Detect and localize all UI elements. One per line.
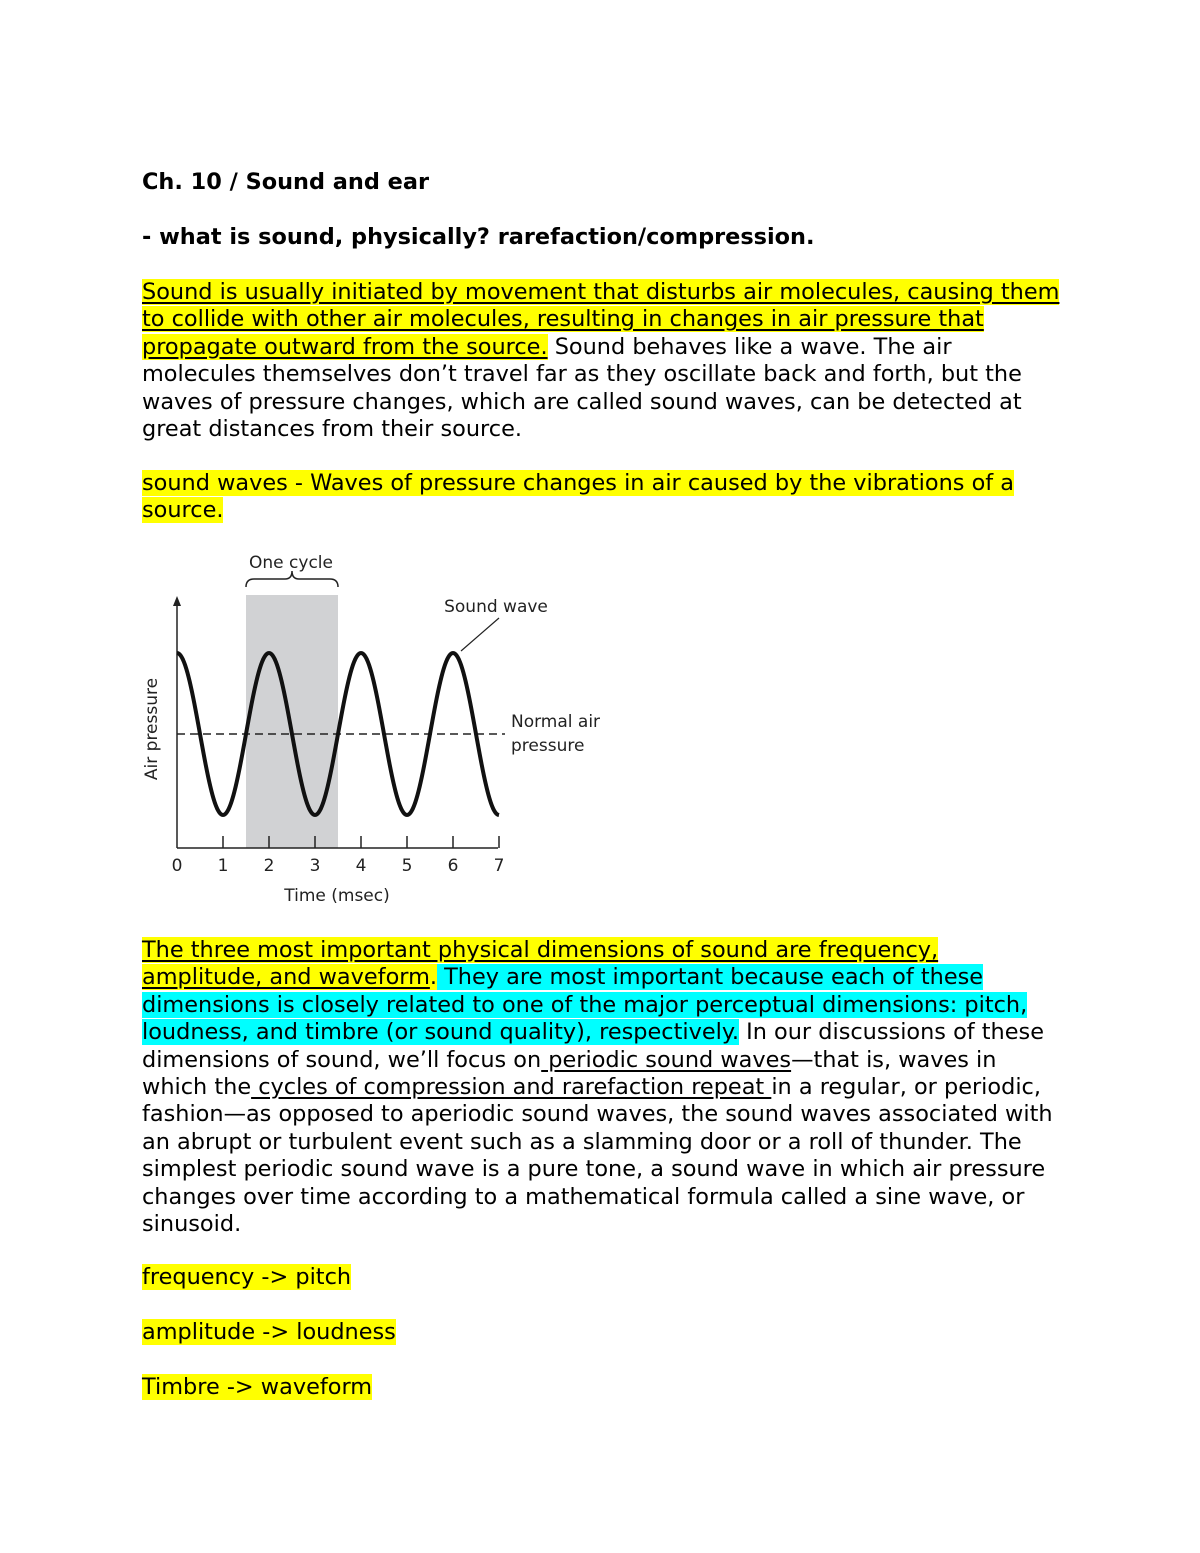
sound-wave-figure (130, 540, 620, 915)
x-tick-label-5: 5 (401, 856, 413, 876)
x-axis-label: Time (msec) (284, 886, 390, 906)
normal-pressure-label-line1: Normal air (511, 712, 601, 732)
highlighted-sentence: Sound is usually initiated by movement that disturbs air molecules, causing them to collide with other air molecules, resulting in changes in air pressure that propagate outward from the source. (142, 279, 1060, 360)
x-tick-label-2: 2 (263, 856, 275, 876)
x-tick-label-1: 1 (217, 856, 229, 876)
y-axis-arrow (173, 596, 181, 606)
x-tick-label-3: 3 (309, 856, 321, 876)
perceptual-dimensions-highlight: They are most important because each of these dimensions is closely related to one of the major perceptual dimensions: pitch, loudness, and timbre (or sound quality), respectively. (142, 964, 1028, 1046)
cycle-band (246, 595, 338, 848)
x-tick-label-7: 7 (493, 856, 505, 876)
x-tick-label-4: 4 (355, 856, 367, 876)
cycle-brace (246, 571, 338, 587)
definition-paragraph (142, 470, 1062, 525)
cycles-repeat-term: cycles of compression and rarefaction repeat (251, 1074, 772, 1101)
x-tick-label-6: 6 (447, 856, 459, 876)
intro-paragraph (142, 279, 1062, 443)
periodic-sound-waves-term: periodic sound waves (541, 1046, 792, 1073)
dimensions-paragraph (142, 937, 1062, 1238)
normal-pressure-label-line2: pressure (511, 736, 585, 756)
dimensions-period: . (429, 964, 438, 991)
sound-wave-label: Sound wave (444, 597, 548, 617)
x-tick-label-0: 0 (171, 856, 183, 876)
paragraph-text: Sound behaves like a wave. The air molecules themselves don’t travel far as they oscillate back and forth, but the waves of pressure changes, which are called sound waves, can be detected at great distances from their source. (142, 333, 1022, 443)
y-axis-label: Air pressure (142, 677, 162, 781)
cycle-label: One cycle (249, 553, 333, 573)
paragraph-text-3: in a regular, or periodic, fashion—as opposed to aperiodic sound waves, the sound waves associated with an abrupt or turbulent event such as a slamming door or a roll of thunder. The simplest periodic sound wave is a pure tone, a sound wave in which air pressure changes over time according to a mathematical formula called a sine wave, or sinusoid. (142, 1074, 1053, 1238)
mapping-frequency-text: frequency -> pitch (142, 1264, 352, 1290)
question-heading: - what is sound, physically? rarefaction/compression. (142, 224, 815, 250)
paragraph-text-2: —that is, waves in which the (142, 1046, 997, 1101)
mapping-amplitude (142, 1319, 1062, 1346)
mapping-amplitude-text: amplitude -> loudness (142, 1319, 396, 1345)
mapping-timbre (142, 1374, 1062, 1401)
dimensions-highlight: The three most important physical dimensions of sound are frequency, amplitude, and waveform (142, 937, 939, 991)
chapter-heading: Ch. 10 / Sound and ear (142, 169, 430, 195)
mapping-frequency (142, 1264, 1062, 1291)
sound-wave-chart (130, 540, 620, 915)
sound-waves-definition: sound waves - Waves of pressure changes in air caused by the vibrations of a source. (142, 470, 1014, 524)
paragraph-text-1: In our discussions of these dimensions of sound, we’ll focus on (142, 1019, 1044, 1073)
x-axis-tick-labels (172, 856, 505, 876)
mapping-timbre-text: Timbre -> waveform (142, 1374, 373, 1400)
sound-wave-pointer (461, 618, 499, 651)
